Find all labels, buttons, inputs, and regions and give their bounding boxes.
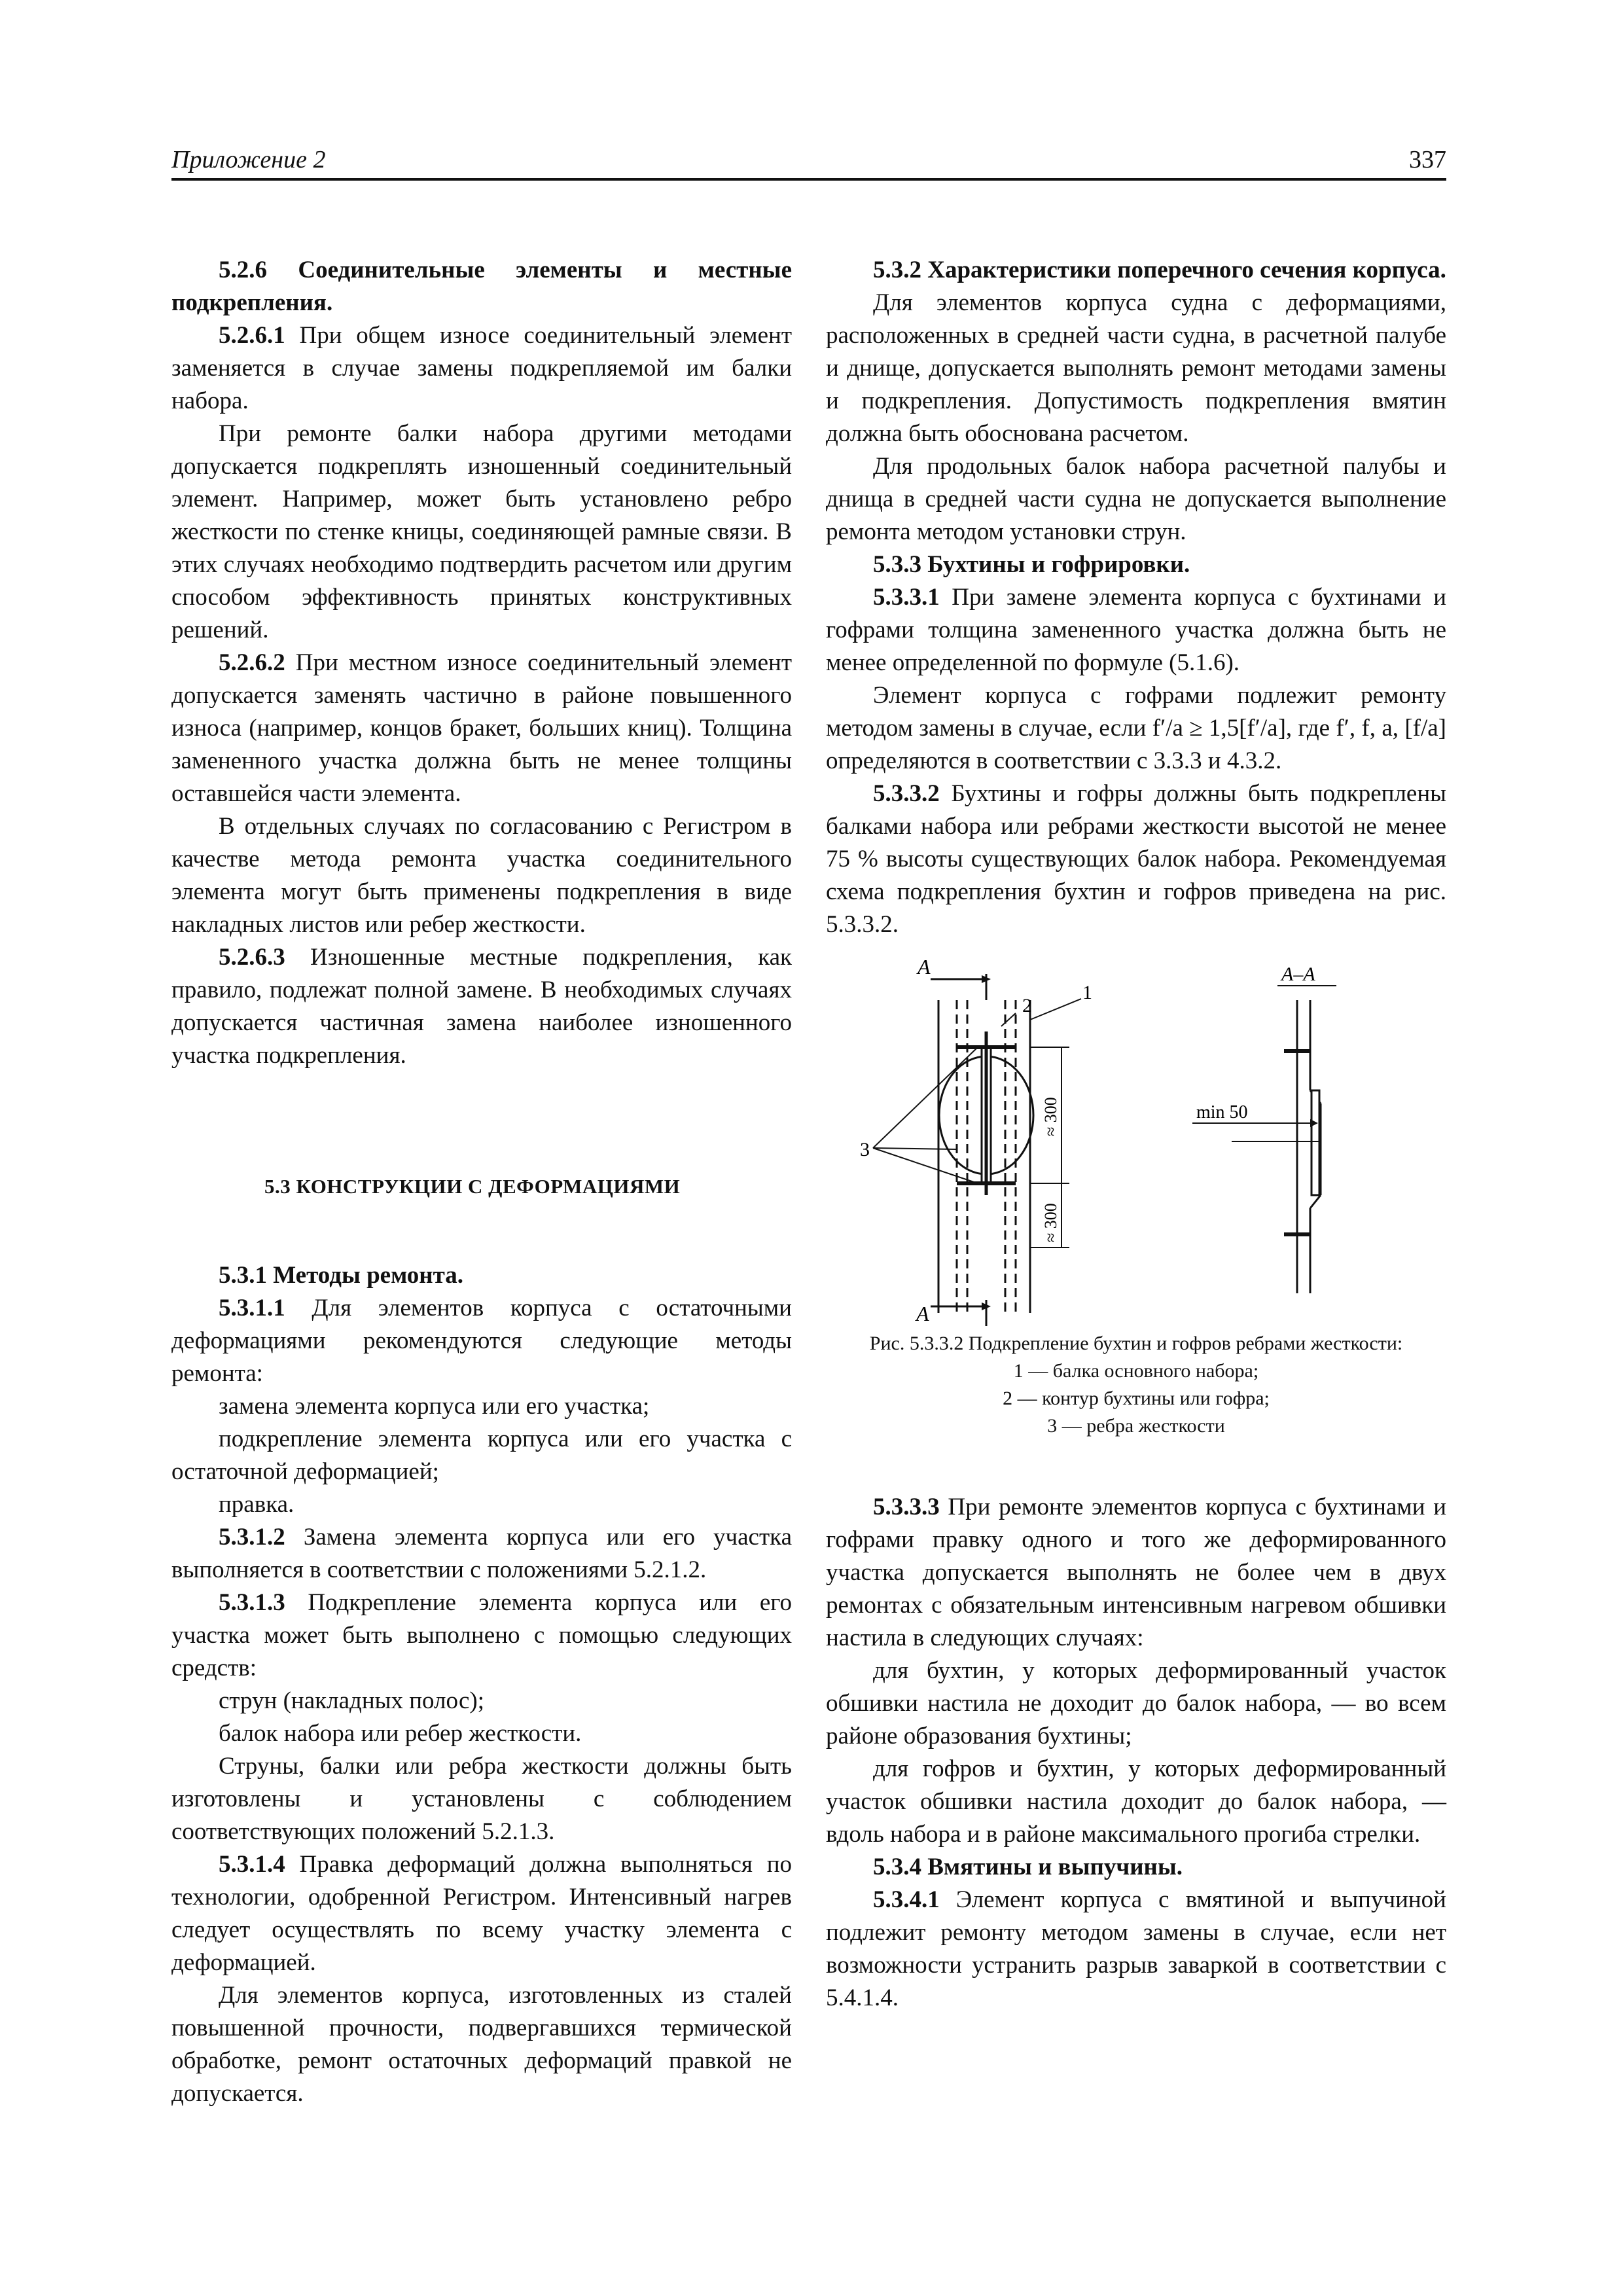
paragraph-text: правка. — [219, 1491, 294, 1518]
clause-number: 5.3.3.1 — [873, 584, 940, 611]
left-column — [171, 254, 792, 2110]
paragraph-text: Для продольных балок набора расчетной палубы и днища в средней части судна не допускается выполнение ремонта методом установки струн. — [826, 453, 1446, 545]
paragraph — [171, 1423, 792, 1488]
paragraph — [826, 581, 1446, 679]
paragraph — [826, 1851, 1446, 1884]
clause-number: 5.3.1.1 — [219, 1295, 285, 1321]
stiffener-diagram — [826, 960, 1446, 1326]
paragraph — [826, 1491, 1446, 1655]
label-2: 2 — [1022, 995, 1032, 1016]
clause-number: 5.2.6.3 — [219, 944, 285, 971]
paragraph — [826, 679, 1446, 778]
paragraph-text: для гофров и бухтин, у которых деформированный участок обшивки настила доходит до балок набора, — вдоль набора и в районе максимального прогиба стрелки. — [826, 1755, 1446, 1848]
paragraph — [171, 810, 792, 941]
label-1: 1 — [1082, 982, 1092, 1003]
paragraph-text: При ремонте балки набора другими методами допускается подкреплять изношенный соединительный элемент. Например, может быть установлено ребро жесткости по стенке кницы, соединяющей рамные связи. В этих случаях необходимо подтвердить расчетом или другим способом эффективность принятых конструктивных решений. — [171, 420, 792, 643]
clause-number: 5.3.2 — [873, 257, 921, 283]
paragraph-text: Бухтины и гофрировки. — [921, 551, 1190, 578]
paragraph-text: Характеристики поперечного сечения корпуса. — [921, 257, 1446, 283]
running-title: Приложение 2 — [171, 146, 326, 173]
paragraph — [826, 1884, 1446, 2015]
paragraph — [171, 418, 792, 647]
paragraph — [171, 941, 792, 1072]
paragraph — [171, 1259, 792, 1292]
paragraph-text: Подкрепление элемента корпуса или его участка может быть выполнено с помощью следующих средств: — [171, 1589, 792, 1681]
dim-300-b: ≈ 300 — [1041, 1203, 1060, 1242]
label-3: 3 — [860, 1139, 870, 1160]
figure-5-3-3-2 — [826, 960, 1446, 1326]
paragraph — [171, 1717, 792, 1750]
dim-300-a: ≈ 300 — [1041, 1097, 1060, 1136]
clause-number: 5.3.4.1 — [873, 1886, 940, 1913]
paragraph — [171, 319, 792, 418]
paragraph-text: балок набора или ребер жесткости. — [219, 1720, 582, 1747]
paragraph — [171, 1750, 792, 1848]
figure-caption — [826, 1330, 1446, 1440]
clause-number: 5.2.6 — [219, 257, 267, 283]
paragraph-text: При общем износе соединительный элемент заменяется в случае замены подкрепляемой им балки набора. — [171, 322, 792, 414]
clause-number: 5.3.3.2 — [873, 780, 940, 807]
paragraph — [171, 1488, 792, 1521]
paragraph-text: Струны, балки или ребра жесткости должны быть изготовлены и установлены с соблюдением соответствующих положений 5.2.1.3. — [171, 1753, 792, 1845]
clause-number: 5.2.6.2 — [219, 649, 285, 676]
running-header — [171, 145, 1446, 181]
paragraph-text: Правка деформаций должна выполняться по технологии, одобренной Регистром. Интенсивный нагрев следует осуществлять по всему участку элемента с деформацией. — [171, 1851, 792, 1976]
paragraph — [826, 1753, 1446, 1851]
clause-number: 5.3.1.4 — [219, 1851, 285, 1878]
paragraph — [171, 254, 792, 319]
caption-legend-1: 1 — балка основного набора; — [1013, 1360, 1259, 1382]
paragraph-text: При ремонте элементов корпуса с бухтинами и гофрами правку одного и того же деформированного участка допускается выполнять не более чем в двух ремонтах с обязательным интенсивным нагревом обшивки настила в следующих случаях: — [826, 1494, 1446, 1651]
paragraph-text: Вмятины и выпучины. — [921, 1854, 1183, 1880]
paragraph — [826, 1655, 1446, 1753]
paragraph — [171, 1521, 792, 1587]
paragraph — [171, 1979, 792, 2110]
paragraph — [826, 548, 1446, 581]
clause-number: 5.3.1.3 — [219, 1589, 285, 1616]
paragraph-text: Элемент корпуса с вмятиной и выпучиной подлежит ремонту методом замены в случае, если нет возможности устранить разрыв заваркой в соответствии с 5.4.1.4. — [826, 1886, 1446, 2011]
paragraph-text: Замена элемента корпуса или его участка выполняется в соответствии с положениями 5.2.1.2. — [171, 1524, 792, 1583]
paragraph — [171, 1390, 792, 1423]
clause-number: 5.3.1 — [219, 1262, 267, 1289]
paragraph — [826, 778, 1446, 941]
caption-legend-3: 3 — ребра жесткости — [1047, 1415, 1225, 1437]
paragraph-text: подкрепление элемента корпуса или его участка с остаточной деформацией; — [171, 1426, 792, 1485]
caption-title: Рис. 5.3.3.2 Подкрепление бухтин и гофров ребрами жесткости: — [869, 1333, 1403, 1354]
clause-number: 5.3.4 — [873, 1854, 921, 1880]
paragraph-text: Для элементов корпуса судна с деформациями, расположенных в средней части судна, в расчетной палубе и днище, допускается выполнять ремонт методами замены и подкрепления. Допустимость подкрепления вмятин должна быть обоснована расчетом. — [826, 289, 1446, 447]
page-number: 337 — [1409, 146, 1446, 173]
paragraph-text: Для элементов корпуса, изготовленных из сталей повышенной прочности, подвергавшихся термической обработке, ремонт остаточных деформаций правкой не допускается. — [171, 1982, 792, 2107]
paragraph-text: Методы ремонта. — [267, 1262, 463, 1289]
paragraph-text: При замене элемента корпуса с бухтинами и гофрами толщина замененного участка должна быть не менее определенной по формуле (5.1.6). — [826, 584, 1446, 676]
clause-number: 5.3.1.2 — [219, 1524, 285, 1551]
label-a-top: A — [918, 960, 931, 978]
paragraph-text: Соединительные элементы и местные подкрепления. — [171, 257, 792, 316]
paragraph — [171, 1292, 792, 1390]
paragraph-text: Изношенные местные подкрепления, как правило, подлежат полной замене. В необходимых случаях допускается частичная замена наиболее изношенного участка подкрепления. — [171, 944, 792, 1069]
paragraph — [826, 287, 1446, 450]
paragraph-text: для бухтин, у которых деформированный участок обшивки настила не доходит до балок набора, — во всем районе образования бухтины; — [826, 1657, 1446, 1749]
label-a-bottom: A — [916, 1302, 929, 1325]
label-a-a: A–A — [1281, 963, 1315, 985]
clause-number: 5.3.3.3 — [873, 1494, 940, 1520]
paragraph-text: Элемент корпуса с гофрами подлежит ремонту методом замены в случае, если f′/a ≥ 1,5[f′/a], где f′, f, a, [f/a] определяются в соответствии с 3.3.3 и 4.3.2. — [826, 682, 1446, 774]
paragraph — [171, 1685, 792, 1717]
paragraph — [826, 450, 1446, 548]
paragraph-text: Для элементов корпуса с остаточными деформациями рекомендуются следующие методы ремонта: — [171, 1295, 792, 1387]
paragraph — [171, 1848, 792, 1979]
paragraph — [171, 647, 792, 810]
clause-number: 5.2.6.1 — [219, 322, 285, 349]
paragraph-text: При местном износе соединительный элемент допускается заменять частично в районе повышенного износа (например, концов бракет, больших книц). Толщина замененного участка должна быть не менее толщины оставшейся части элемента. — [171, 649, 792, 807]
section-title: 5.3 КОНСТРУКЦИИ С ДЕФОРМАЦИЯМИ — [264, 1175, 681, 1198]
paragraph — [171, 1587, 792, 1685]
dim-min-50: min 50 — [1196, 1102, 1248, 1122]
clause-number: 5.3.3 — [873, 551, 921, 578]
right-column — [826, 254, 1446, 2015]
caption-legend-2: 2 — контур бухтины или гофра; — [1003, 1388, 1270, 1409]
paragraph — [826, 254, 1446, 287]
paragraph-text: струн (накладных полос); — [219, 1687, 484, 1714]
paragraph-text: замена элемента корпуса или его участка; — [219, 1393, 650, 1420]
paragraph-text: В отдельных случаях по согласованию с Регистром в качестве метода ремонта участка соединительного элемента могут быть применены подкрепления в виде накладных листов или ребер жесткости. — [171, 813, 792, 938]
paragraph-text: Бухтины и гофры должны быть подкреплены балками набора или ребрами жесткости высотой не менее 75 % высоты существующих балок набора. Рекомендуемая схема подкрепления бухтин и гофров приведена на рис. 5.3.3.2. — [826, 780, 1446, 938]
